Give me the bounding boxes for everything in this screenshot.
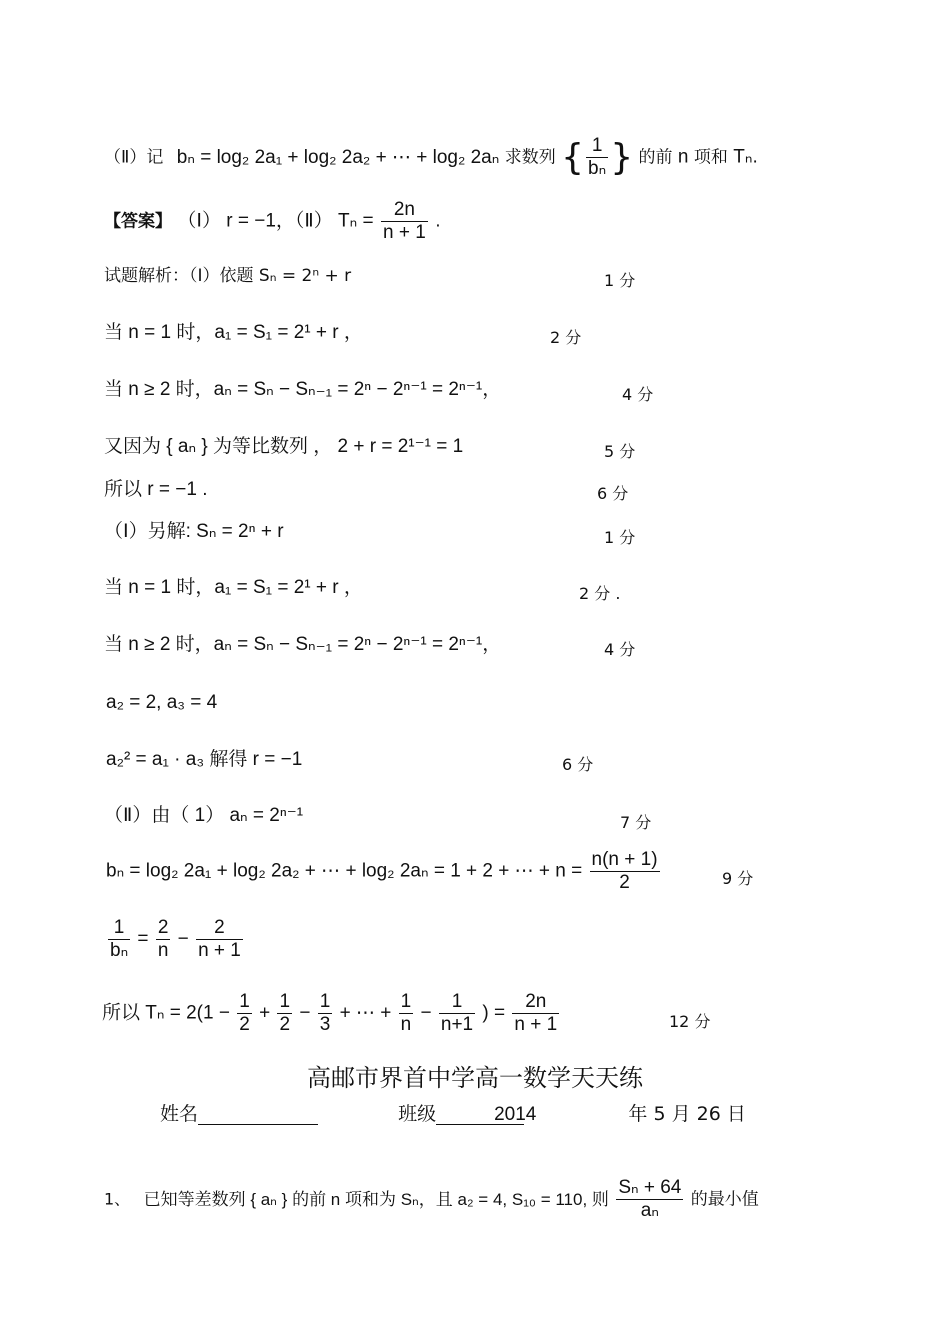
tn-symbol: Tₙ. <box>733 146 758 168</box>
part2-solution-3: $\frac{1}{\text{bₙ}}$ = $\frac{2}{n}$ − $\frac{2}{n + 1}$ <box>110 917 241 961</box>
problem-number: 1、 <box>104 1189 131 1209</box>
score-5: 6 分 <box>597 484 629 503</box>
alt-solution-5: a₂² = a₁ · a₃ 解得 r = −1 <box>106 749 303 770</box>
class-label: 班级 <box>398 1103 437 1125</box>
score-10: 7 分 <box>620 813 652 832</box>
alt-solution-3: 当 n ≥ 2 时，aₙ = Sₙ − Sₙ₋₁ = 2ⁿ − 2ⁿ⁻¹ = 2ⁿ⁻¹， <box>104 634 502 655</box>
reciprocal-bn-fraction: $\frac{1}{\text{bₙ}}$ <box>588 135 607 179</box>
year-value: 2014 <box>494 1104 537 1125</box>
solution-step-5: 所以 r = −1 . <box>104 479 208 500</box>
part2-prefix: （Ⅱ）记 <box>104 147 164 168</box>
solution-step-3: 当 n ≥ 2 时，aₙ = Sₙ − Sₙ₋₁ = 2ⁿ − 2ⁿ⁻¹ = 2ⁿ⁻¹， <box>104 379 502 400</box>
alt-solution-4: a₂ = 2, a₃ = 4 <box>106 692 218 713</box>
problem-1-fraction: $\frac{\text{Sₙ + 64}}{\text{aₙ}}$ <box>618 1177 682 1221</box>
alt-solution-2: 当 n = 1 时，a₁ = S₁ = 2¹ + r ， <box>104 577 363 598</box>
solution-step-2: 当 n = 1 时，a₁ = S₁ = 2¹ + r ， <box>104 322 363 343</box>
score-3: 4 分 <box>622 385 654 404</box>
score-7: 2 分 . <box>579 584 621 603</box>
part2-statement: （Ⅱ）记 bₙ = log₂ 2a₁ + log₂ 2a₂ + ⋯ + log₂ 2aₙ 求数列 { $\frac{1}{\text{bₙ}}$ } 的前 n 项和 Tₙ. <box>104 135 758 179</box>
score-11: 9 分 <box>722 869 754 888</box>
score-4: 5 分 <box>604 442 636 461</box>
score-8: 4 分 <box>604 640 636 659</box>
date-text: 年 5 月 26 日 <box>628 1103 746 1125</box>
reciprocal-bn: $\frac{1}{\text{bₙ}}$ <box>110 917 129 961</box>
problem-1-text: 已知等差数列 { aₙ } 的前 n 项和为 Sₙ，且 a₂ = 4, S₁₀ = 110, 则 <box>143 1189 609 1209</box>
name-label: 姓名 <box>160 1103 199 1125</box>
problem-1 <box>104 1178 759 1221</box>
answer-part1: （Ⅰ） r = −1，（Ⅱ） Tₙ = <box>177 210 374 232</box>
part2-solution-2 <box>106 850 662 893</box>
name-field[interactable] <box>198 1104 318 1125</box>
part2-solution-1: （Ⅱ）由（ 1） aₙ = 2ⁿ⁻¹ <box>104 805 304 826</box>
find-sequence-text: 求数列 <box>504 147 556 168</box>
score-2: 2 分 <box>550 328 582 347</box>
tn-sum-prefix: 所以 Tₙ = 2(1 − <box>102 1002 230 1024</box>
solution-step-4: 又因为 { aₙ } 为等比数列 ， 2 + r = 2¹⁻¹ = 1 <box>104 436 464 457</box>
score-6: 1 分 <box>604 528 636 547</box>
bn-definition: bₙ = log₂ 2a₁ + log₂ 2a₂ + ⋯ + log₂ 2aₙ <box>176 146 500 168</box>
first-n-text: 的前 <box>638 147 673 168</box>
bn-sum-expr: bₙ = log₂ 2a₁ + log₂ 2a₂ + ⋯ + log₂ 2aₙ = 1 + 2 + ⋯ + n = <box>106 860 583 882</box>
student-info-row <box>160 1104 746 1125</box>
tn-result-fraction: $\frac{2n}{n + 1}$ <box>514 991 558 1035</box>
alt-solution-1: （Ⅰ）另解: Sₙ = 2ⁿ + r <box>104 521 284 542</box>
page-title: 高邮市界首中学高一数学天天练 <box>307 1064 643 1092</box>
solution-step-1: 试题解析：（Ⅰ）依题 Sₙ = 2ⁿ + r <box>104 266 352 286</box>
answer-line: 【答案】 （Ⅰ） r = −1，（Ⅱ） Tₙ = $\frac{2n}{n + 1}$ . <box>104 199 441 243</box>
score-12: 12 分 <box>669 1012 711 1031</box>
answer-label: 【答案】 <box>104 211 172 232</box>
problem-1-tail: 的最小值 <box>690 1189 759 1210</box>
part2-conclusion: 所以 Tₙ = 2(1 − $\frac{1}{2}$ + $\frac{1}{2}$ − $\frac{1}{3}$ + ⋯ + $\frac{1}{n}$ − $\frac{1}{n+1}$ ) = $\frac{2n}{n + 1}$ <box>102 991 558 1035</box>
answer-fraction: $\frac{2n}{n + 1}$ <box>383 199 426 243</box>
score-9: 6 分 <box>562 755 594 774</box>
score-1: 1 分 <box>604 271 636 290</box>
bn-sum-fraction: $\frac{n(n + 1)}{2}$ <box>591 849 658 893</box>
